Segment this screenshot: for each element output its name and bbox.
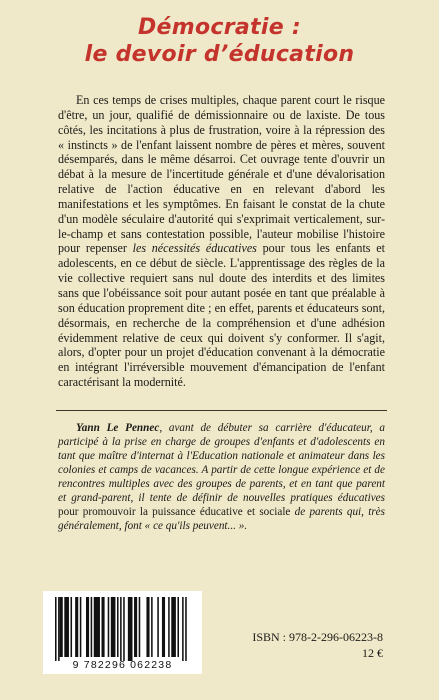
bio-text-2: pour promouvoir la puissance éducative et sociale <box>58 506 295 519</box>
author-name: Yann Le Pennec <box>76 422 160 434</box>
author-bio <box>58 421 385 533</box>
barcode <box>43 591 202 674</box>
blurb-emphasis: les nécessités éducatives <box>132 241 257 256</box>
book-title <box>0 14 439 68</box>
barcode-bars <box>43 591 202 661</box>
barcode-number: 9 782296 062238 <box>72 659 173 671</box>
back-cover-blurb <box>58 93 385 390</box>
price: 12 € <box>362 646 383 660</box>
section-divider <box>56 410 387 411</box>
isbn-block <box>236 629 383 661</box>
bio-text-1: , avant de débuter sa carrière d'éducateur, a participé à la prise en charge de groupes d'enfants et d'adolescents en tant que maître d'internat à l'Education nationale et animateur dans les colonies et camps de vacances. A partir de cette longue expérience et de rencontres multiples avec des groupes de parents, et en tant que parent et grand-parent, il tente de définir de nouvelles pratiques éducatives <box>58 422 385 505</box>
title-line-2: le devoir d’éducation <box>84 42 355 67</box>
isbn-number: ISBN : 978-2-296-06223-8 <box>252 630 383 644</box>
bio-text-3: de parents qui, très généralement, font « ce qu'ils peuvent... ». <box>58 506 385 533</box>
title-line-1: Démocratie : <box>138 15 301 40</box>
blurb-text-end: pour tous les enfants et adolescents, en ce début de siècle. L'apprentissage des règles de la vie collective requiert sans nul doute des interdits et des limites sans que l'obéissance soit pour autant posée en tant que préalable à son éducation proprement dite ; en effet, parents et éducateurs sont, désormais, en recherche de la compréhension et d'une adhésion évidemment relative de ceux qui doivent s'y conformer. Il s'agit, alors, d'opter pour un projet d'éducation convenant à la démocratie en intégrant l'irréversible mouvement d'émancipation de l'enfant caractérisant la modernité. <box>58 241 385 390</box>
blurb-text-start: En ces temps de crises multiples, chaque parent court le risque d'être, un jour, qualifié de démissionnaire ou de laxiste. De tous côtés, les incitations à plus de frustration, voire à la répression des « instincts » de l'enfant laissent nombre de pères et mères, souvent désemparés, dans le même désarroi. Cet ouvrage tente d'ouvrir un débat à la mesure de l'incertitude générale et d'une dévalorisation relative de l'action éducative en en relevant d'abord les manifestations et les symptômes. En faisant le constat de la chute d'un modèle séculaire d'autorité qui s'exprimait verticalement, sur-le-champ et sans contestation possible, l'auteur mobilise l'histoire pour repenser <box>58 93 385 256</box>
